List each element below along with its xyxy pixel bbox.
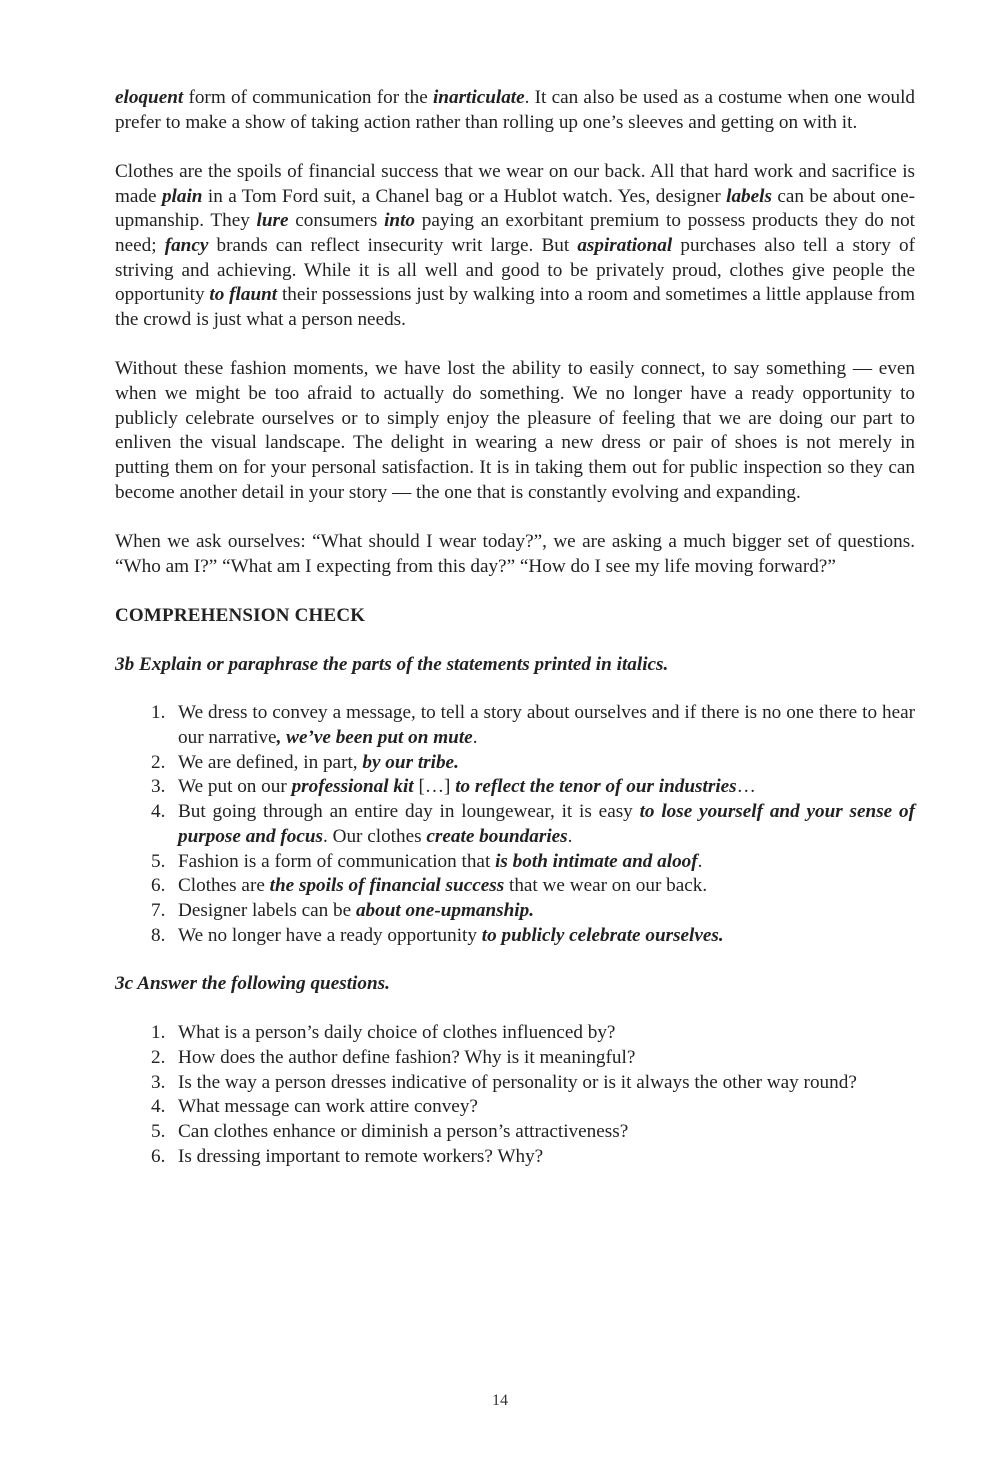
emphasized-phrase: professional kit: [291, 776, 414, 798]
document-page: [115, 86, 915, 1193]
emphasized-phrase: fancy: [164, 235, 209, 257]
text-segment: What is a person’s daily choice of clothes influenced by?: [178, 1022, 616, 1044]
text-segment: When we ask ourselves: “What should I wear today?”, we are asking a much bigger set of questions. “Who am I?” “What am I expecting from this day?” “How do I see my life moving forward?”: [115, 531, 915, 577]
list-item: [151, 775, 915, 800]
list-number: 1.: [151, 702, 166, 724]
emphasized-phrase: by our tribe.: [362, 751, 459, 773]
list-number: 4.: [151, 801, 166, 823]
emphasized-phrase: to flaunt: [209, 284, 278, 306]
text-segment: Can clothes enhance or diminish a person’s attractiveness?: [178, 1120, 629, 1142]
text-segment: .: [472, 727, 478, 749]
body-text: [115, 86, 915, 579]
text-segment: brands can reflect insecurity writ large. But: [208, 235, 578, 257]
list-number: 2.: [151, 1046, 166, 1068]
text-segment: Without these fashion moments, we have lost the ability to easily connect, to say something — even when we might be too afraid to actually do something. We no longer have a ready opportunity to publicly celebrate ourselves or to simply enjoy the pleasure of feeling that we are doing our part to enliven the visual landscape. The delight in wearing a new dress or pair of shoes is not merely in putting them on for your personal satisfaction. It is in taking them out for public inspection so they can become another detail in your story — the one that is constantly evolving and expanding.: [115, 358, 915, 503]
text-segment: in a Tom Ford suit, a Chanel bag or a Hublot watch. Yes, designer: [202, 185, 727, 207]
text-segment: that we wear on our back.: [504, 875, 708, 897]
list-item: [151, 1145, 915, 1170]
text-segment: form of communication for the: [183, 87, 433, 108]
list-item: [151, 924, 915, 949]
paragraph: [115, 86, 915, 135]
emphasized-phrase: to lose yourself and your sense of purpose and focus: [178, 801, 915, 847]
list-number: 4.: [151, 1096, 166, 1118]
text-segment: Designer labels can be: [178, 899, 356, 921]
emphasized-phrase: aspirational: [577, 235, 673, 257]
emphasized-phrase: about one-upmanship.: [355, 899, 535, 921]
emphasized-phrase: , we’ve been put on mute: [276, 727, 473, 749]
text-segment: paying an exorbitant premium to possess products they do not need;: [115, 210, 916, 257]
list-item: [151, 1021, 915, 1046]
list-item: [151, 701, 915, 750]
list-item: [151, 1071, 915, 1096]
text-segment: Fashion is a form of communication that: [178, 850, 496, 872]
text-segment: can be about one-upmanship. They: [115, 185, 915, 232]
text-segment: …: [736, 776, 756, 798]
list-item: [151, 800, 915, 849]
text-segment: .: [697, 850, 703, 872]
text-segment: Is the way a person dresses indicative of personality or is it always the other way round?: [178, 1071, 857, 1093]
emphasized-phrase: to reflect the tenor of our industries: [455, 776, 737, 798]
list-number: 5.: [151, 850, 166, 872]
list-item: [151, 874, 915, 899]
task-3b-list: [115, 701, 915, 948]
text-segment: their possessions just by walking into a room and sometimes a little applause from the crowd is just what a person needs.: [115, 284, 915, 331]
text-segment: . Our clothes: [323, 825, 427, 847]
emphasized-phrase: to publicly celebrate ourselves.: [481, 924, 724, 946]
list-number: 1.: [151, 1022, 166, 1044]
emphasized-phrase: the spoils of financial success: [269, 875, 505, 897]
text-segment: […]: [413, 776, 456, 798]
list-item: [151, 899, 915, 924]
emphasized-phrase: lure: [256, 210, 289, 232]
list-item: [151, 1095, 915, 1120]
text-segment: We no longer have a ready opportunity: [178, 924, 482, 946]
list-number: 8.: [151, 924, 166, 946]
text-segment: Clothes are the spoils of financial success that we wear on our back. All that hard work and sacrifice is made: [115, 160, 915, 207]
emphasized-phrase: eloquent: [115, 87, 184, 108]
text-segment: Clothes are: [178, 875, 270, 897]
paragraph: [115, 530, 915, 579]
emphasized-phrase: is both intimate and aloof: [495, 850, 698, 872]
text-segment: How does the author define fashion? Why is it meaningful?: [178, 1046, 636, 1068]
text-segment: Is dressing important to remote workers? Why?: [178, 1145, 544, 1167]
paragraph: [115, 357, 915, 505]
text-segment: . It can also be used as a costume when one would prefer to make a show of taking action rather than rolling up one’s sleeves and getting on with it.: [115, 87, 915, 133]
text-segment: But going through an entire day in loungewear, it is easy: [178, 801, 640, 823]
task-3c-list: [115, 1021, 915, 1169]
list-number: 6.: [151, 875, 166, 897]
text-segment: .: [567, 825, 573, 847]
text-segment: We are defined, in part,: [178, 751, 363, 773]
text-segment: consumers: [288, 210, 385, 232]
list-item: [151, 1120, 915, 1145]
list-number: 3.: [151, 1071, 166, 1093]
text-segment: We dress to convey a message, to tell a story about ourselves and if there is no one there to hear our narrative: [178, 702, 915, 749]
task-3c-instruction: 3c Answer the following questions.: [115, 973, 390, 995]
list-item: [151, 850, 915, 875]
emphasized-phrase: inarticulate: [432, 87, 525, 108]
text-segment: We put on our: [178, 776, 292, 798]
page-number: 14: [492, 1392, 508, 1409]
emphasized-phrase: labels: [726, 185, 772, 207]
list-number: 5.: [151, 1120, 166, 1142]
list-number: 3.: [151, 776, 166, 798]
list-item: [151, 1046, 915, 1071]
section-heading: COMPREHENSION CHECK: [115, 604, 366, 626]
list-number: 2.: [151, 751, 166, 773]
list-item: [151, 751, 915, 776]
text-segment: purchases also tell a story of striving and achieving. While it is all well and good to be privately proud, clothes give people the opportunity: [115, 235, 915, 306]
emphasized-phrase: plain: [161, 185, 203, 207]
emphasized-phrase: create boundaries: [426, 825, 568, 847]
emphasized-phrase: into: [384, 210, 416, 232]
task-3b-instruction: 3b Explain or paraphrase the parts of the statements printed in italics.: [115, 653, 669, 675]
list-number: 7.: [151, 899, 166, 921]
paragraph: [115, 160, 915, 333]
list-number: 6.: [151, 1145, 166, 1167]
text-segment: What message can work attire convey?: [178, 1096, 478, 1118]
